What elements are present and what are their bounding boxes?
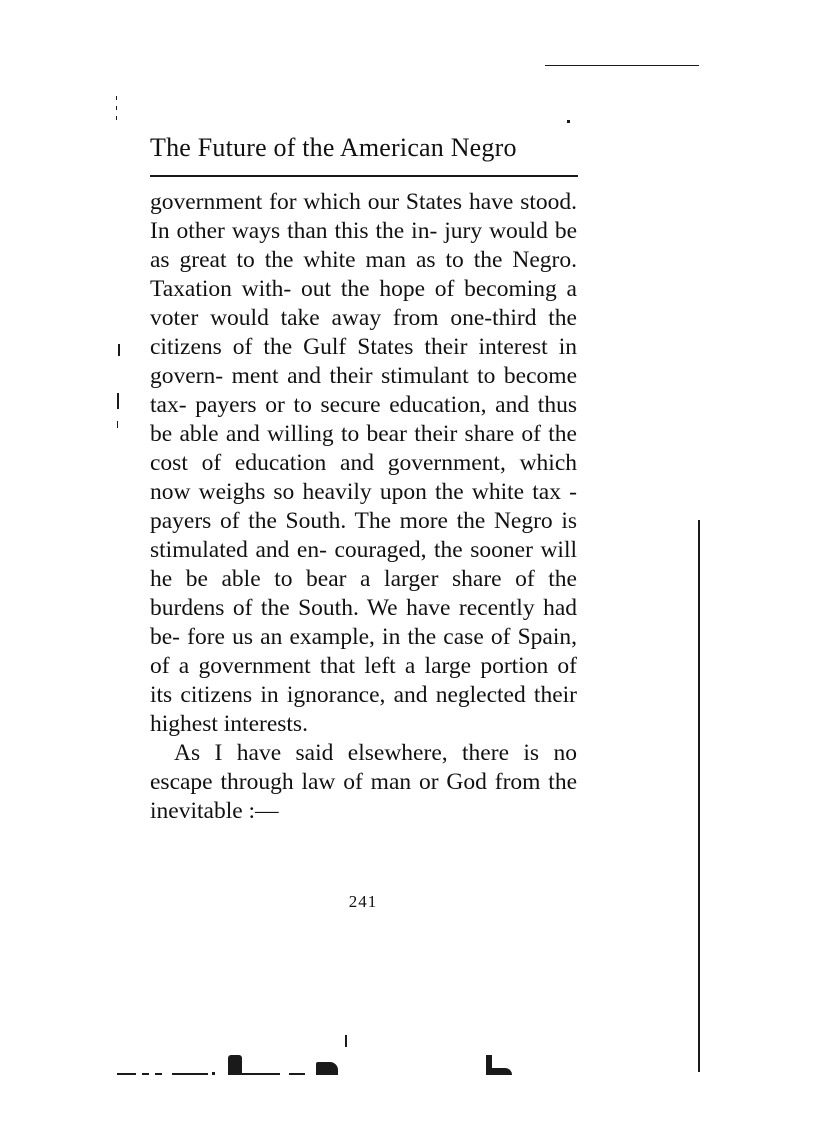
scan-artifact-top-rule <box>545 65 699 66</box>
paragraph: government for which our States have stood. In other ways than this the in- jury would be as great to the white man as to the Negro. Taxation with- out the hope of becoming a voter would take away from one-third the citizens of the Gulf States their interest in govern- ment and their stimulant to become tax- payers or to secure education, and thus be able and willing to bear their share of the cost of education and government, which now weighs so heavily upon the white tax - payers of the South. The more the Negro is stimulated and en- couraged, the sooner will he be able to bear a larger share of the burdens of the South. We have recently had be- fore us an example, in the case of Spain, of a government that left a large portion of its citizens in ignorance, and neglected their highest interests. <box>150 189 577 737</box>
scan-artifact-bottom <box>172 1073 208 1075</box>
scan-artifact-tick <box>345 1035 347 1047</box>
body-text <box>150 188 577 826</box>
scan-artifact-dot <box>567 120 570 123</box>
scan-artifact-bottom <box>142 1073 149 1075</box>
scan-artifact-mark <box>116 96 117 100</box>
scan-artifact-mark <box>116 116 117 120</box>
scan-artifact-mark <box>118 344 120 356</box>
scan-artifact-bottom <box>486 1068 512 1075</box>
scan-artifact-bottom <box>155 1073 162 1075</box>
scan-artifact-bottom <box>242 1073 280 1075</box>
scan-artifact-blob <box>316 1062 338 1075</box>
scan-artifact-mark <box>116 106 117 110</box>
scan-artifact-bottom <box>289 1073 305 1075</box>
running-head: The Future of the American Negro <box>150 133 517 162</box>
scan-artifact-mark <box>117 421 118 428</box>
scan-artifact-right-rule <box>698 520 700 1072</box>
paragraph: As I have said elsewhere, there is no escape through law of man or God from the inevitable :— <box>150 740 577 824</box>
scan-artifact-bottom <box>212 1072 215 1075</box>
scan-artifact-blob <box>228 1055 242 1075</box>
scan-artifact-mark <box>117 393 119 409</box>
scan-artifact-bottom <box>117 1073 136 1075</box>
header-rule <box>150 175 578 177</box>
page-number: 241 <box>348 892 378 911</box>
